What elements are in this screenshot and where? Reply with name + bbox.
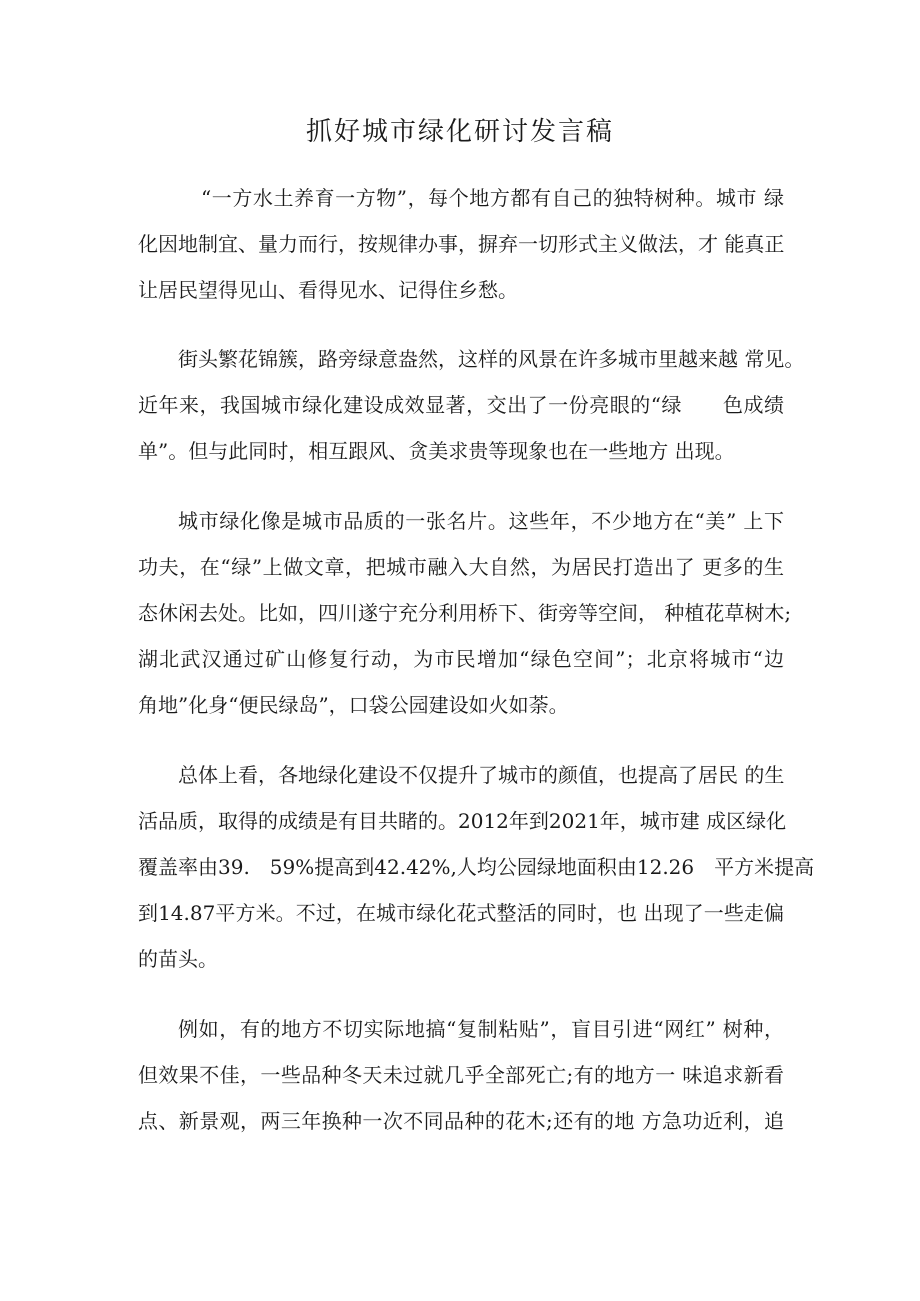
paragraph-3-line-2: 功夫，在“绿”上做文章，把城市融入大自然，为居民打造出了 更多的生: [138, 555, 784, 579]
paragraph-5-line-2: 但效果不佳，一些品种冬天未过就几乎全部死亡;有的地方一 味追求新看: [138, 1063, 784, 1087]
paragraph-4-line-1: 总体上看，各地绿化建设不仅提升了城市的颜值，也提高了居民 的生: [178, 763, 785, 787]
paragraph-2-line-2: 近年来，我国城市绿化建设成效显著，交出了一份亮眼的“绿 色成绩: [138, 393, 784, 417]
paragraph-3-line-3: 态休闲去处。比如，四川遂宁充分利用桥下、街旁等空间， 种植花草树木;: [138, 601, 792, 625]
paragraph-2-line-1: 街头繁花锦簇，路旁绿意盎然，这样的风景在许多城市里越来越 常见。: [178, 347, 805, 371]
paragraph-1-line-2: 化因地制宜、量力而行，按规律办事，摒弃一切形式主义做法，才 能真正: [138, 232, 785, 256]
paragraph-5-line-3: 点、新景观，两三年换种一次不同品种的花木;还有的地 方急功近利，追: [138, 1109, 784, 1133]
paragraph-3-line-5: 角地”化身“便民绿岛”，口袋公园建设如火如荼。: [138, 693, 569, 717]
paragraph-3-line-4: 湖北武汉通过矿山修复行动，为市民增加“绿色空间”；北京将城市“边: [138, 647, 784, 671]
paragraph-4-line-5: 的苗头。: [138, 947, 218, 971]
paragraph-4-line-2: 活品质，取得的成绩是有目共睹的。2012年到2021年，城市建 成区绿化: [138, 809, 787, 833]
paragraph-4-line-4: 到14.87平方米。不过，在城市绿化花式整活的同时，也 出现了一些走偏: [138, 901, 784, 925]
paragraph-1-line-3: 让居民望得见山、看得见水、记得住乡愁。: [138, 278, 518, 302]
paragraph-2-line-3: 单”。但与此同时，相互跟风、贪美求贵等现象也在一些地方 出现。: [138, 439, 735, 463]
paragraph-4-line-3: 覆盖率由39. 59%提高到42.42%,人均公园绿地面积由12.26 平方米提高: [138, 855, 815, 879]
paragraph-5-line-1: 例如，有的地方不切实际地搞“复制粘贴”，盲目引进“网红” 树种，: [178, 1017, 784, 1041]
document-title: 抓好城市绿化研讨发言稿: [305, 117, 614, 147]
paragraph-3-line-1: 城市绿化像是城市品质的一张名片。这些年，不少地方在“美” 上下: [178, 509, 784, 533]
paragraph-1-line-1: “一方水土养育一方物”，每个地方都有自己的独特树种。城市 绿: [201, 186, 784, 210]
